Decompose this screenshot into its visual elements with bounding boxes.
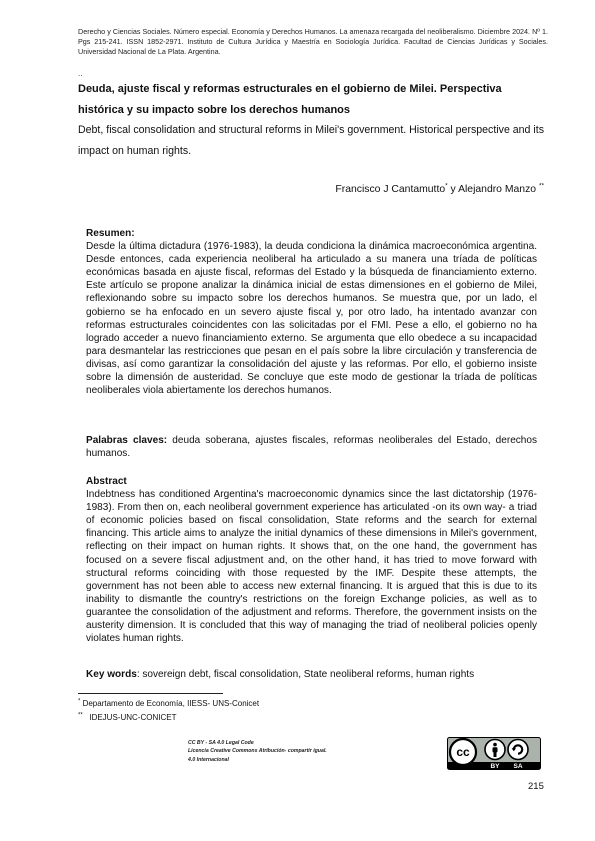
- footnote-2: [78, 713, 176, 722]
- license-line-1: CC BY - SA 4.0 Legal Code: [188, 740, 254, 746]
- license-line-3: 4.0 Internacional: [188, 756, 229, 763]
- resumen-text: Desde la última dictadura (1976-1983), la deuda condiciona la dinámica macroeconómica argentina. Desde entonces, cada experiencia neoliberal ha articulado a su manera una tríada de políticas económicas basada en ajuste fiscal, reformas del Estado y la búsqueda de financiamiento externo. Este artículo se propone analizar la dinámica inicial de estas dimensiones en el gobierno de Milei, reflexionando sobre su impacto sobre los derechos humanos. Se muestra que, por un lado, el gobierno se ha enfocado en un severo ajuste fiscal y, por otro lado, ha intentado avanzar con reformas estructurales coincidentes con las solicitadas por el FMI. Pese a ello, el gobierno no ha logrado acceder a nuevo financiamiento externo. Se argumenta que ello obedece a su incapacidad para desmantelar las restricciones que pesan en el país sobre la libre circulación y transferencia de divisas, así como garantizar la consolidación del ajuste y las reformas. Por ello, el gobierno insiste sobre la dimensión de austeridad. Se concluye que este modo de gestionar la tríada de políticas neoliberales viola abiertamente los derechos humanos.: [86, 241, 537, 397]
- footnote-2-mark: **: [78, 712, 83, 719]
- key-words-section: [86, 668, 537, 681]
- key-words-label: Key words: [86, 669, 137, 680]
- resumen-heading: Resumen:: [86, 228, 135, 239]
- article-title-spanish: Deuda, ajuste fiscal y reformas estructurales en el gobierno de Milei. Perspectiva histórica y su impacto sobre los derechos humanos: [78, 83, 502, 116]
- attribution-person-icon: [485, 740, 505, 760]
- palabras-claves-section: [86, 434, 537, 460]
- separator-dots: ..: [78, 69, 83, 78]
- article-title-english: Debt, fiscal consolidation and structural reforms in Milei's government. Historical perspective and its impact on human rights.: [78, 124, 544, 157]
- footnote-2-text: IDEJUS-UNC-CONICET: [82, 713, 177, 722]
- license-text: [188, 739, 327, 764]
- badge-by-label: BY: [490, 763, 500, 770]
- share-alike-icon: [508, 740, 528, 760]
- abstract-section: [86, 475, 537, 645]
- journal-citation-header: Derecho y Ciencias Sociales. Número especial. Economía y Derechos Humanos. La amenaza recargada del neoliberalismo. Diciembre 2024. Nº 1. Pgs 215-241. ISSN 1852-2971. Instituto de Cultura Jurídica y Maestría en Sociología Jurídica. Facultad de Ciencias Jurídicas y Sociales. Universidad Nacional de La Plata. Argentina.: [78, 27, 548, 56]
- abstract-text: Indebtness has conditioned Argentina's macroeconomic dynamics since the last dictatorship (1976-1983). From then on, each neoliberal government experience has articulated -on its own way- a triad of economic policies based on fiscal consolidation, State reforms and the search for external financing. This article aims to analyze the initial dynamics of these dimensions in Milei's government, reflecting on their impact on human rights. It shows that, on the one hand, the government has focused on a severe fiscal adjustment and, on the other hand, it has tried to move forward with structural reforms coinciding with those requested by the IMF. Despite these attempts, the government has not been able to access new external financing. It is argued that this is due to its inability to dismantle the country's restrictions on the foreign Exchange policies, as well as to guarantee the consolidation of the adjustment and reforms. Therefore, the government insists on the austerity dimension. It is concluded that this way of managing the triad of neoliberal policies openly violates human rights.: [86, 489, 537, 645]
- license-line-2: Licencia Creative Commons Atribución- compartir igual.: [188, 748, 327, 755]
- page-number: 215: [528, 781, 544, 792]
- palabras-claves-label: Palabras claves:: [86, 435, 168, 446]
- key-words-text: : sovereign debt, fiscal consolidation, State neoliberal reforms, human rights: [136, 669, 475, 680]
- author-1-footnote-mark: *: [445, 182, 448, 190]
- authors-line: [335, 184, 544, 195]
- footnote-1-mark: *: [78, 698, 81, 705]
- cc-logo-icon: [450, 739, 476, 765]
- cc-by-sa-badge[interactable]: [447, 737, 541, 770]
- footnote-1: [78, 699, 259, 708]
- author-1: Francisco J Cantamutto: [335, 184, 446, 195]
- resumen-section: [86, 227, 537, 397]
- palabras-claves-text: deuda soberana, ajustes fiscales, reformas neoliberales del Estado, derechos humanos.: [86, 435, 537, 460]
- authors-connector: y: [447, 184, 459, 195]
- author-2-footnote-mark: **: [538, 182, 544, 190]
- abstract-heading: Abstract: [86, 476, 127, 487]
- svg-text:cc: cc: [456, 745, 470, 760]
- footnote-1-text: Departamento de Economía, IIESS- UNS-Conicet: [80, 699, 260, 708]
- footnote-divider: [78, 693, 223, 694]
- badge-sa-label: SA: [513, 763, 523, 770]
- author-2: Alejandro Manzo: [458, 184, 539, 195]
